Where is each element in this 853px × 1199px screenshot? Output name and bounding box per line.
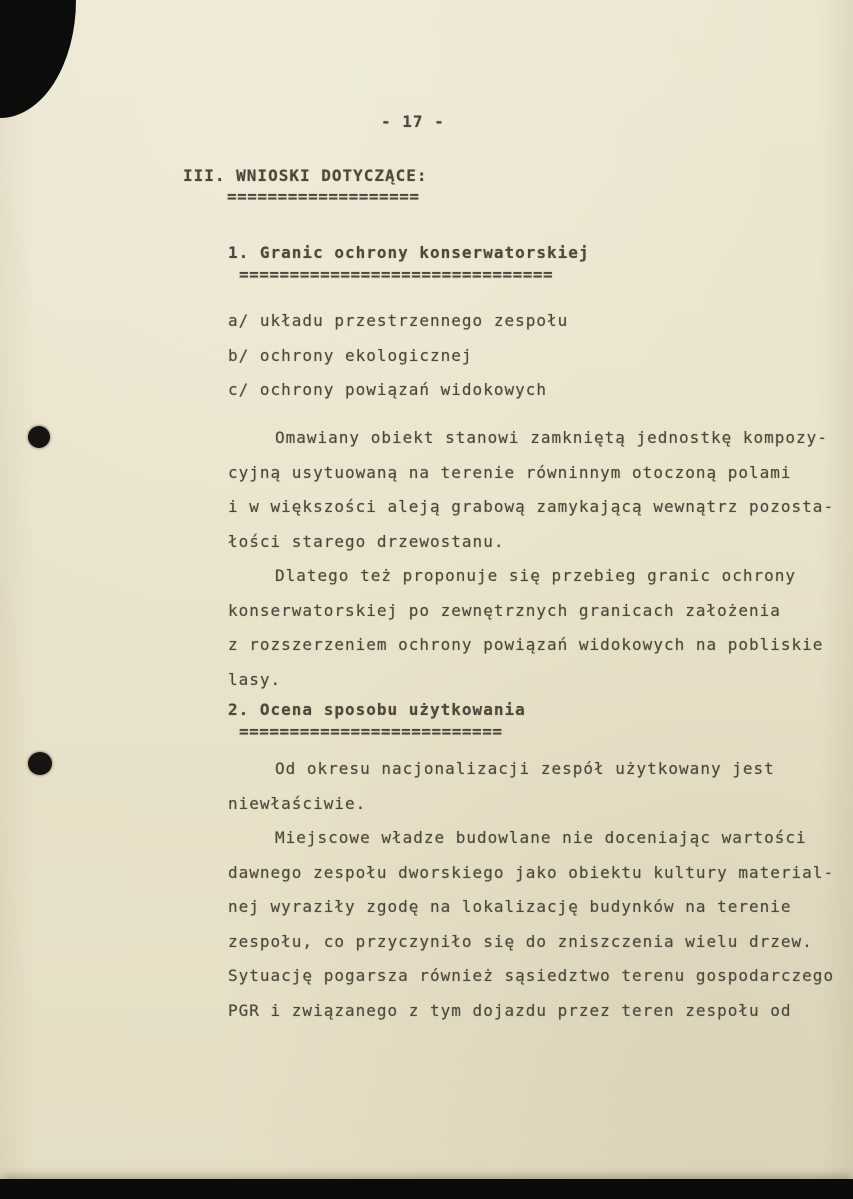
section-2-underline: ==========================: [239, 722, 503, 741]
text-line: c/ ochrony powiązań widokowych: [228, 380, 547, 399]
section-2-paragraph-2: [228, 821, 834, 1028]
section-1-list: [228, 304, 568, 408]
text-line: zespołu, co przyczyniło się do zniszczenia wielu drzew.: [228, 931, 813, 951]
text-line: konserwatorskiej po zewnętrznych granicach założenia: [228, 600, 781, 620]
main-heading: [183, 165, 428, 207]
text-line: Miejscowe władze budowlane nie doceniając wartości: [275, 828, 807, 847]
main-heading-text: III. WNIOSKI DOTYCZĄCE:: [183, 166, 428, 185]
section-2-heading: [228, 698, 526, 742]
hole-punch-lower: [28, 752, 52, 775]
section-1-paragraph-2: [228, 559, 823, 697]
text-line: Sytuację pogarsza również sąsiedztwo terenu gospodarczego: [228, 966, 835, 985]
text-line: Od okresu nacjonalizacji zespół użytkowany jest: [275, 759, 775, 778]
scan-corner-artifact: [0, 0, 76, 118]
section-1-underline: ===============================: [239, 265, 554, 284]
text-line: lasy.: [228, 669, 282, 689]
section-2-paragraph-1: [228, 752, 775, 821]
text-line: łości starego drzewostanu.: [228, 531, 505, 551]
text-line: Dlatego też proponuje się przebieg granic ochrony: [275, 566, 797, 585]
text-line: nej wyraziły zgodę na lokalizację budynków na terenie: [228, 897, 792, 916]
text-line: niewłaściwie.: [228, 793, 367, 813]
page-number: - 17 -: [381, 112, 445, 131]
section-1-title: 1. Granic ochrony konserwatorskiej: [228, 243, 590, 262]
hole-punch-upper: [28, 426, 50, 448]
text-line: i w większości aleją grabową zamykającą wewnątrz pozosta-: [228, 497, 835, 516]
main-heading-underline: ===================: [227, 187, 420, 206]
text-line: Omawiany obiekt stanowi zamkniętą jednostkę kompozy-: [275, 428, 828, 447]
scan-bottom-edge-artifact: [0, 1179, 853, 1199]
section-1-paragraph-1: [228, 421, 834, 559]
text-line: dawnego zespołu dworskiego jako obiektu kultury material-: [228, 862, 835, 882]
text-line: z rozszerzeniem ochrony powiązań widokowych na pobliskie: [228, 635, 824, 654]
text-line: cyjną usytuowaną na terenie równinnym otoczoną polami: [228, 462, 792, 482]
section-1-heading: [228, 241, 590, 285]
text-line: PGR i związanego z tym dojazdu przez teren zespołu od: [228, 1000, 792, 1020]
section-2-title: 2. Ocena sposobu użytkowania: [228, 700, 526, 719]
text-line: a/ układu przestrzennego zespołu: [228, 311, 569, 330]
text-line: b/ ochrony ekologicznej: [228, 345, 473, 365]
